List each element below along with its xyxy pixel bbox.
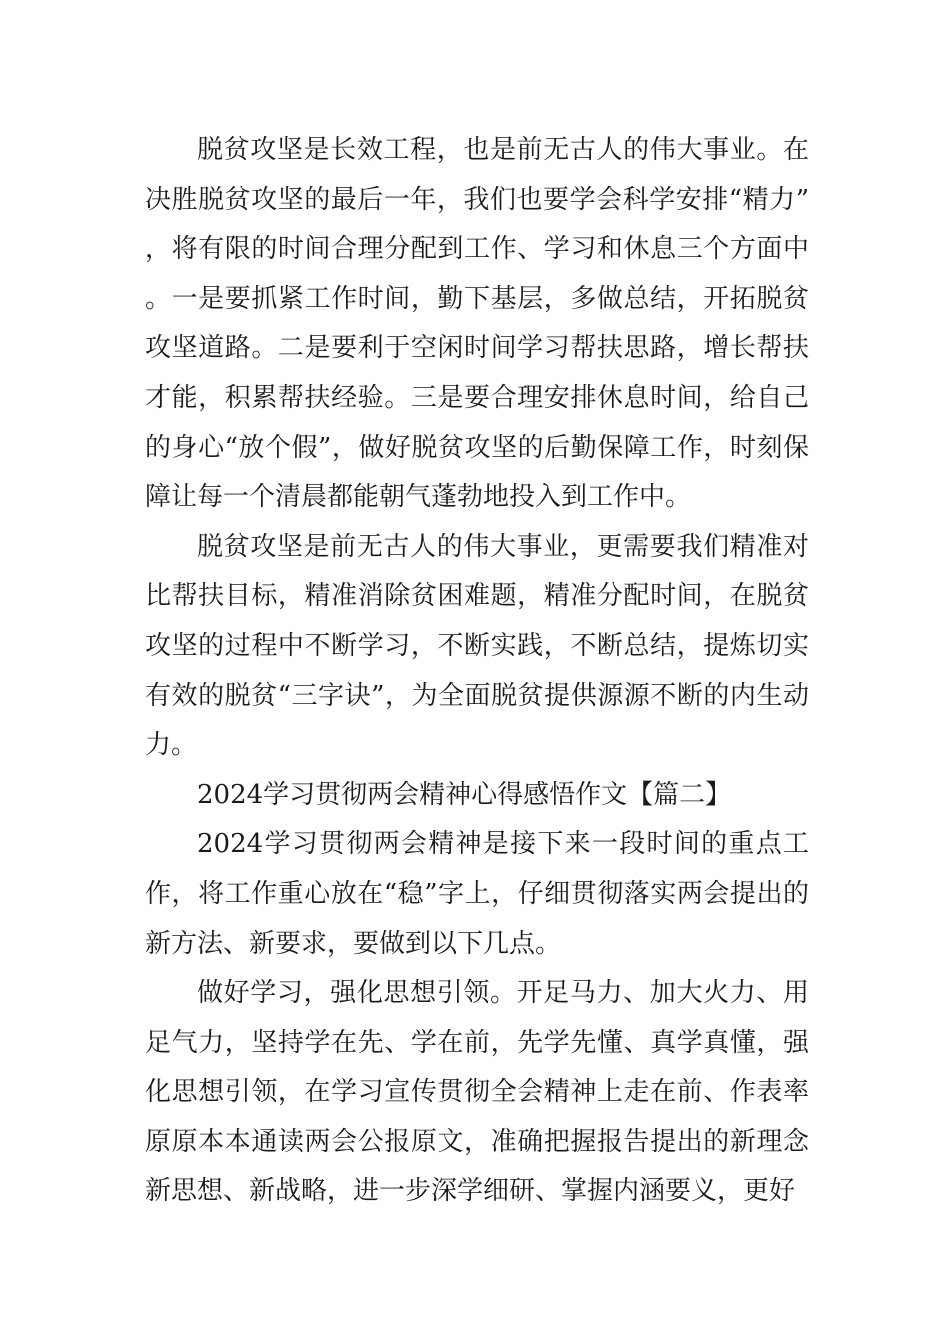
paragraph-poverty-alleviation-precision: 脱贫攻坚是前无古人的伟大事业，更需要我们精准对比帮扶目标，精准消除贫困难题，精准分配时间，在脱贫攻坚的过程中不断学习，不断实践，不断总结，提炼切实有效的脱贫“三字诀”，为全面脱贫提供源源不断的内生动力。 <box>145 531 809 761</box>
paragraph-poverty-alleviation-time: 脱贫攻坚是长效工程，也是前无古人的伟大事业。在决胜脱贫攻坚的最后一年，我们也要学会科学安排“精力”，将有限的时间合理分配到工作、学习和休息三个方面中。一是要抓紧工作时间，勤下基层，多做总结，开拓脱贫攻坚道路。二是要利于空闲时间学习帮扶思路，增长帮扶才能，积累帮扶经验。三是要合理安排休息时间，给自己的身心“放个假”，做好脱贫攻坚的后勤保障工作，时刻保障让每一个清晨都能朝气蓬勃地投入到工作中。 <box>145 135 809 513</box>
paragraph-study-guidance: 做好学习，强化思想引领。开足马力、加大火力、用足气力，坚持学在先、学在前，先学先懂、真学真懂，强化思想引领，在学习宣传贯彻全会精神上走在前、作表率原原本本通读两会公报原文，准确把握报告提出的新理念新思想、新战略，进一步深学细研、掌握内涵要义，更好 <box>145 978 809 1207</box>
section-heading: 2024学习贯彻两会精神心得感悟作文【篇二】 <box>197 779 732 810</box>
document-page <box>145 126 809 1217</box>
paragraph-two-sessions-intro: 2024学习贯彻两会精神是接下来一段时间的重点工作，将工作重心放在“稳”字上，仔细贯彻落实两会提出的新方法、新要求，要做到以下几点。 <box>145 829 809 959</box>
